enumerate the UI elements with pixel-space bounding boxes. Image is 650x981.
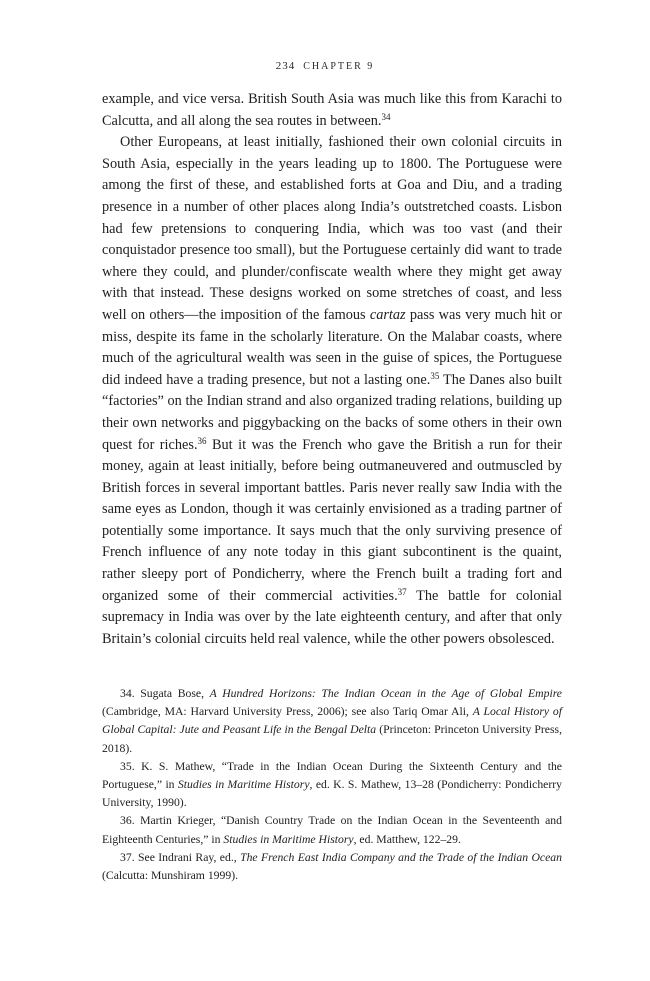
footnote-35-title: Studies in Maritime History [177,778,310,792]
paragraph-1-text: example, and vice versa. British South Asia was much like this from Karachi to Calcutta, and all along the sea routes in between. [102,91,562,129]
cartaz-term: cartaz [369,306,406,323]
footnote-34-text-1: 34. Sugata Bose, [120,687,210,700]
footnote-37 [102,849,562,885]
footnote-37-text-2: (Calcutta: Munshiram 1999). [102,869,239,883]
body-text [102,89,562,650]
note-ref-37: 37 [397,586,407,597]
footnote-36-title: Studies in Maritime History [223,832,354,846]
footnote-36 [102,812,562,848]
paragraph-2-text-4: But it was the French who gave the British a run for their money, again at least initially, before being outmaneuvered and outmuscled by British forces in several important battles. Paris never really saw India with the same eyes as London, though it was certainly envisioned as a trading partner of potentially some importance. It says much that the only surviving presence of French influence of any note today in this giant subcontinent is the quaint, rather sleepy port of Pondicherry, where the French built a trading fort and organized some of their commercial activities. [102,436,562,604]
paragraph-1 [102,89,562,132]
footnote-34 [102,685,562,758]
paragraph-2-text-5: The battle for colonial supremacy in India was over by the late eighteenth century, and after that only Britain’s colonial circuits held real valence, while the other powers obsolesced. [102,587,562,647]
footnote-37-title: The French East India Company and the Trade of the Indian Ocean [240,850,562,864]
footnote-37-text-1: 37. See Indrani Ray, ed., [120,850,241,864]
footnote-35 [102,758,562,813]
footnote-36-text-2: , ed. Matthew, 122–29. [353,832,461,846]
running-head [0,60,650,72]
footnotes [102,685,562,885]
footnote-35-text-2: , ed. K. S. Mathew, 13–28 (Pondicherry: Pondicherry University, 1990). [102,778,562,810]
footnote-36-text-1: 36. Martin Krieger, “Danish Country Trade on the Indian Ocean in the Seventeenth and Eighteenth Centuries,” in [102,814,562,846]
page-number: 234 [275,60,296,72]
paragraph-2-text-1: Other Europeans, at least initially, fashioned their own colonial circuits in South Asia, especially in the years leading up to 1800. The Portuguese were among the first of these, and established forts at Goa and Diu, and a trading presence in a number of other places along India’s outstretched coasts. Lisbon had few pretensions to conquering India, which was too vast (and their conquistador presence too small), but the Portuguese certainly did want to trade where they could, and plunder/confiscate wealth where they might get away with that instead. These designs worked on some stretches of coast, and less well on others—the imposition of the famous [102,134,562,323]
paragraph-2-text-2: pass was very much hit or miss, despite its fame in the scholarly literature. On the Malabar coasts, where much of the agricultural wealth was seen in the guise of spices, the Portuguese did indeed have a trading presence, but not a lasting one. [102,306,562,388]
note-ref-35: 35 [430,370,440,381]
footnote-34-title-2: A Local History of Global Capital: Jute and Peasant Life in the Bengal Delta [102,705,562,737]
paragraph-2 [102,132,562,650]
footnote-34-text-3: (Princeton: Princeton University Press, 2018). [102,723,562,755]
paragraph-2-text-3: The Danes also built “factories” on the Indian strand and also organized trading relations, building up their own networks and piggybacking on the backs of some others in their own quest for riches. [102,371,562,453]
footnote-34-text-2: (Cambridge, MA: Harvard University Press, 2006); see also Tariq Omar Ali, [102,705,473,719]
footnote-34-title-1: A Hundred Horizons: The Indian Ocean in the Age of Global Empire [209,687,562,700]
chapter-title: CHAPTER 9 [303,61,375,72]
footnote-35-text-1: 35. K. S. Mathew, “Trade in the Indian Ocean During the Sixteenth Century and the Portuguese,” in [102,759,562,792]
note-ref-34: 34 [381,111,391,122]
note-ref-36: 36 [197,435,207,446]
